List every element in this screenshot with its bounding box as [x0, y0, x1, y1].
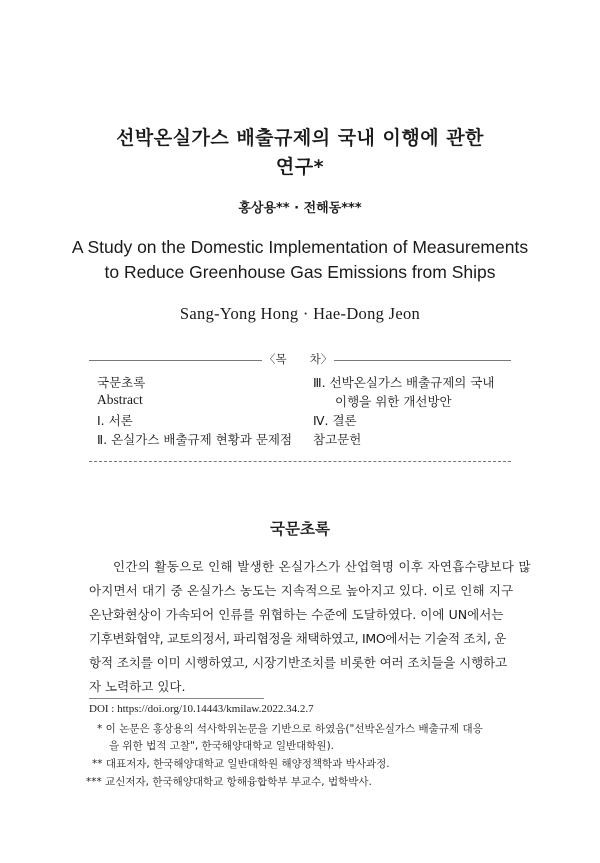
paper-title-english-line1: A Study on the Domestic Implementation of Measurements — [71, 237, 529, 257]
toc-item-english-abstract[interactable]: Abstract — [97, 392, 143, 407]
footnote-1-cont: 을 위한 법적 고찰", 한국해양대학교 일반대학원). — [109, 740, 335, 752]
abstract-title: 국문초록 — [270, 520, 330, 538]
paper-title-korean-line1: 선박온실가스 배출규제의 국내 이행에 관한 — [116, 127, 484, 149]
abstract-line: 아지면서 대기 중 온실가스 농도는 지속적으로 높아지고 있다. 이로 인해 지구 — [89, 583, 514, 598]
table-of-contents-heading: 〈목 차〉 — [264, 352, 333, 366]
footnote-divider — [89, 698, 264, 699]
toc-item-improvement-cont: 이행을 위한 개선방안 — [335, 394, 452, 409]
authors-english: Sang-Yong Hong · Hae-Dong Jeon — [179, 304, 421, 323]
abstract-line: 인간의 활동으로 인해 발생한 온실가스가 산업혁명 이후 자연흡수량보다 많 — [113, 559, 531, 574]
abstract-line: 기후변화협약, 교토의정서, 파리협정을 채택하였고, IMO에서는 기술적 조치, 운 — [89, 631, 507, 646]
abstract-line: 온난화현상이 가속되어 인류를 위협하는 수준에 도달하였다. 이에 UN에서는 — [89, 607, 504, 622]
toc-item-improvement[interactable]: Ⅲ. 선박온실가스 배출규제의 국내 — [313, 375, 495, 390]
abstract-line: 자 노력하고 있다. — [89, 679, 186, 694]
toc-item-introduction[interactable]: Ⅰ. 서론 — [97, 413, 133, 428]
paper-title-korean-line2: 연구* — [275, 156, 325, 178]
abstract-body — [89, 555, 531, 699]
doi-link[interactable]: DOI : https://doi.org/10.14443/kmilaw.2022.34.2.7 — [89, 703, 314, 715]
toc-item-current-status[interactable]: Ⅱ. 온실가스 배출규제 현황과 문제점 — [97, 432, 293, 447]
footnote-3: *** 교신저자, 한국해양대학교 항해융합학부 부교수, 법학박사. — [86, 776, 372, 788]
toc-item-references[interactable]: 참고문헌 — [313, 432, 362, 447]
paper-title-english-line2: to Reduce Greenhouse Gas Emissions from Ships — [104, 262, 496, 282]
footnote-1: * 이 논문은 홍상용의 석사학위논문을 기반으로 하였음("선박온실가스 배출규제 대응 — [97, 723, 483, 735]
abstract-line: 항적 조치를 이미 시행하였고, 시장기반조치를 비롯한 여러 조치들을 시행하고 — [89, 655, 508, 670]
toc-item-korean-abstract[interactable]: 국문초록 — [97, 375, 146, 390]
footnote-2: ** 대표저자, 한국해양대학교 일반대학원 해양정책학과 박사과정. — [92, 758, 390, 770]
authors-korean: 홍상용** · 전해동*** — [238, 201, 362, 216]
toc-item-conclusion[interactable]: Ⅳ. 결론 — [313, 413, 357, 428]
